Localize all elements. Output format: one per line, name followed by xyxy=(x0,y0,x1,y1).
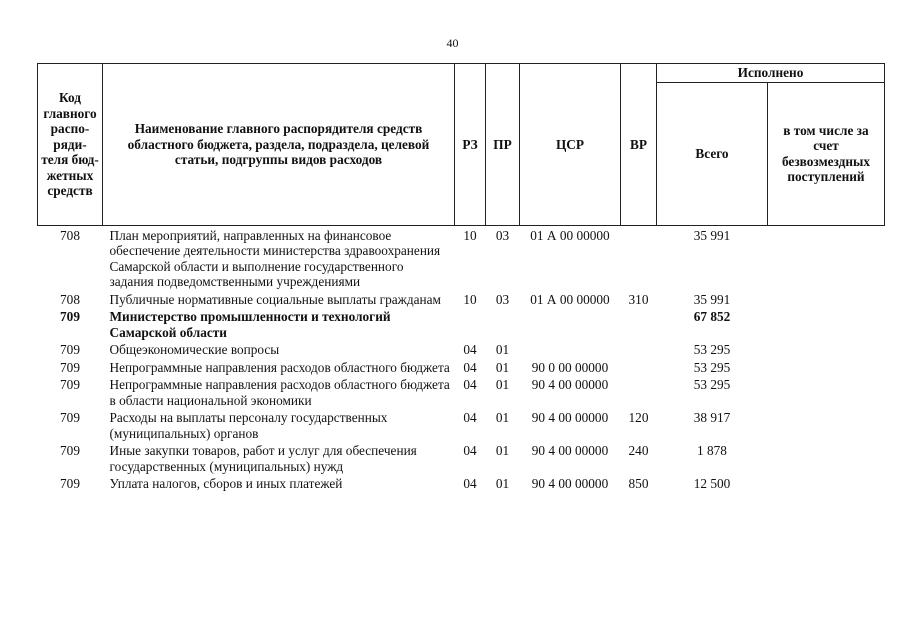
cell-total: 53 295 xyxy=(693,377,731,392)
cell-total: 38 917 xyxy=(693,410,731,425)
cell-rz: 04 xyxy=(463,359,477,375)
cell-name: План мероприятий, направленных на финансовое обеспечение деятельности министерства здравоохранения Самарской области и выполнение государственного задания подведомственными учреждениями xyxy=(109,227,441,289)
cell-name: Уплата налогов, сборов и иных платежей xyxy=(109,476,343,491)
header-rz: РЗ xyxy=(455,64,486,226)
cell-total: 53 295 xyxy=(693,359,731,375)
cell-code: 709 xyxy=(60,443,80,458)
cell-csr: 90 4 00 00000 xyxy=(531,377,609,392)
cell-csr: 90 4 00 00000 xyxy=(531,443,609,458)
cell-total: 35 991 xyxy=(693,291,731,307)
cell-total: 1 878 xyxy=(697,443,727,458)
table-row xyxy=(38,360,885,378)
cell-rz: 04 xyxy=(463,476,477,491)
header-pr: ПР xyxy=(486,64,520,226)
cell-vr xyxy=(621,377,657,410)
cell-name: Непрограммные направления расходов областного бюджета в области национальной экономики xyxy=(109,377,450,408)
cell-code: 709 xyxy=(60,309,80,324)
table-row xyxy=(38,342,885,360)
cell-total: 35 991 xyxy=(693,227,731,243)
cell-free xyxy=(768,292,885,310)
cell-rz: 04 xyxy=(463,443,477,458)
cell-free xyxy=(768,476,885,494)
cell-rz: 10 xyxy=(463,227,477,243)
cell-vr xyxy=(621,225,657,292)
cell-csr: 01 А 00 00000 xyxy=(530,291,610,307)
cell-vr xyxy=(621,342,657,360)
cell-name: Иные закупки товаров, работ и услуг для обеспечения государственных (муниципальных) нужд xyxy=(109,443,417,474)
cell-pr: 03 xyxy=(495,227,510,243)
cell-vr: 850 xyxy=(628,476,649,491)
cell-free xyxy=(768,309,885,342)
table-row xyxy=(38,443,885,476)
cell-total: 12 500 xyxy=(693,476,731,491)
cell-vr xyxy=(621,309,657,342)
header-free: в том числе за счет безвозмездных поступлений xyxy=(768,82,885,225)
table-row xyxy=(38,292,885,310)
page-number: 40 xyxy=(446,36,459,50)
cell-pr: 01 xyxy=(495,476,510,491)
cell-rz: 04 xyxy=(463,410,477,425)
cell-name: Публичные нормативные социальные выплаты гражданам xyxy=(109,291,441,307)
cell-vr xyxy=(621,360,657,378)
cell-free xyxy=(768,410,885,443)
cell-name: Общеэкономические вопросы xyxy=(109,342,280,357)
table-row xyxy=(38,476,885,494)
cell-free xyxy=(768,443,885,476)
table-row xyxy=(38,309,885,342)
cell-vr: 310 xyxy=(628,291,649,307)
cell-csr: 90 4 00 00000 xyxy=(531,476,609,491)
cell-rz: 04 xyxy=(463,377,477,392)
cell-csr xyxy=(520,342,621,360)
cell-free xyxy=(768,342,885,360)
cell-code: 709 xyxy=(60,342,80,357)
cell-rz xyxy=(455,309,486,342)
cell-pr: 01 xyxy=(495,443,510,458)
header-total: Всего xyxy=(657,82,768,225)
budget-execution-table xyxy=(37,63,885,494)
cell-pr: 01 xyxy=(495,342,510,357)
header-name: Наименование главного распорядителя средств областного бюджета, раздела, подраздела, целевой статьи, подгруппы видов расходов xyxy=(103,64,455,226)
cell-total: 53 295 xyxy=(693,342,731,357)
cell-name: Расходы на выплаты персоналу государственных (муниципальных) органов xyxy=(109,410,388,441)
cell-pr: 01 xyxy=(495,359,510,375)
table-row xyxy=(38,225,885,292)
cell-code: 708 xyxy=(60,227,80,243)
cell-csr xyxy=(520,309,621,342)
cell-pr: 01 xyxy=(495,377,510,392)
cell-rz: 10 xyxy=(463,291,477,307)
table-row xyxy=(38,377,885,410)
cell-name: Министерство промышленности и технологий Самарской области xyxy=(109,309,391,340)
cell-csr: 90 0 00 00000 xyxy=(531,359,609,375)
header-csr: ЦСР xyxy=(520,64,621,226)
cell-pr xyxy=(486,309,520,342)
table-row xyxy=(38,410,885,443)
table-body xyxy=(38,225,885,494)
table-header xyxy=(38,64,885,226)
cell-code: 709 xyxy=(60,359,80,375)
cell-vr: 120 xyxy=(628,410,649,425)
cell-csr: 90 4 00 00000 xyxy=(531,410,609,425)
cell-code: 709 xyxy=(60,476,80,491)
cell-name: Непрограммные направления расходов областного бюджета xyxy=(109,359,450,375)
cell-code: 709 xyxy=(60,377,80,392)
cell-rz: 04 xyxy=(463,342,477,357)
header-code: Код главного распо-ряди-теля бюд-жетных средств xyxy=(38,64,103,226)
cell-code: 708 xyxy=(60,291,80,307)
cell-vr: 240 xyxy=(628,443,649,458)
header-executed: Исполнено xyxy=(657,64,885,83)
cell-free xyxy=(768,377,885,410)
cell-csr: 01 А 00 00000 xyxy=(530,227,610,243)
cell-total: 67 852 xyxy=(693,309,731,324)
header-vr: ВР xyxy=(621,64,657,226)
cell-free xyxy=(768,225,885,292)
cell-pr: 01 xyxy=(495,410,510,425)
cell-code: 709 xyxy=(60,410,80,425)
cell-pr: 03 xyxy=(495,291,510,307)
cell-free xyxy=(768,360,885,378)
